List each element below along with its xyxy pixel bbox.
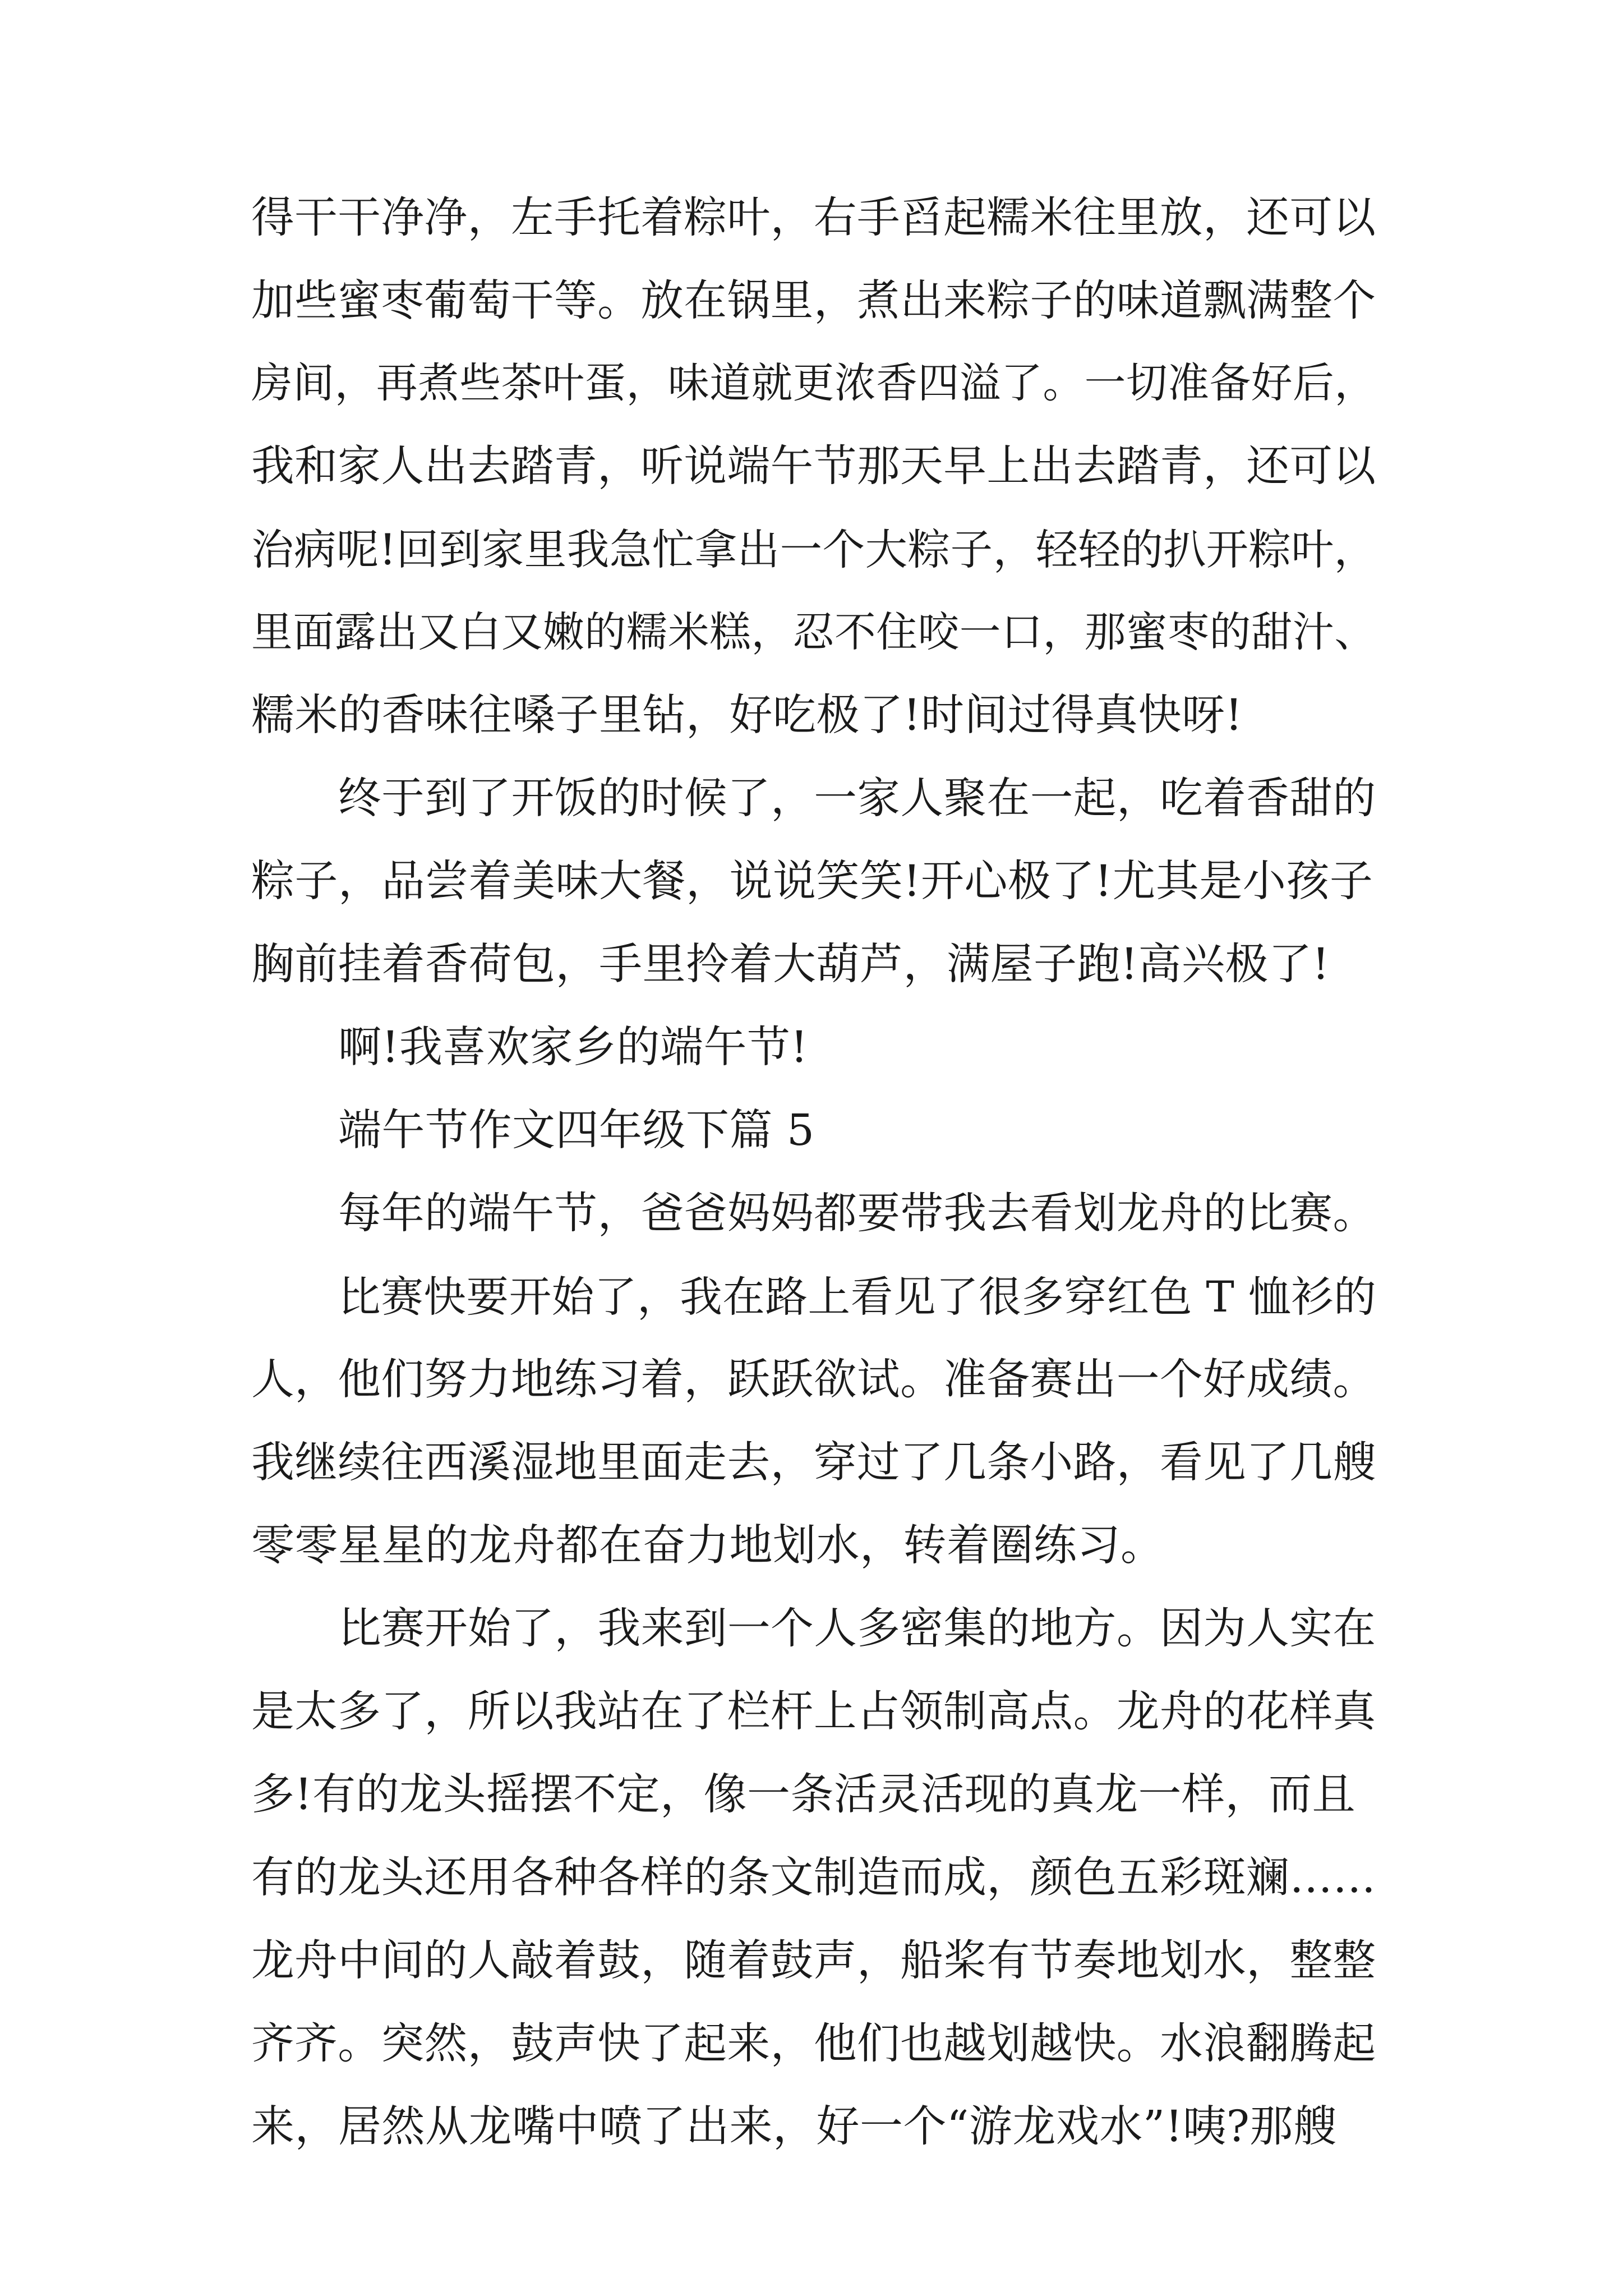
- text-line-20: 多!有的龙头摇摆不定，像一条活灵活现的真龙一样，而且: [251, 1770, 1355, 1820]
- text-line-8: 终于到了开饭的时候了，一家人聚在一起，吃着香甜的: [338, 774, 1376, 823]
- text-line-22: 龙舟中间的人敲着鼓，随着鼓声，船桨有节奏地划水，整整: [251, 1936, 1376, 1986]
- text-line-9: 粽子，品尝着美味大餐，说说笑笑!开心极了!尤其是小孩子: [251, 857, 1373, 907]
- text-line-7: 糯米的香味往嗓子里钻，好吃极了!时间过得真快呀!: [251, 691, 1243, 740]
- text-line-6: 里面露出又白又嫩的糯米糕，忍不住咬一口，那蜜枣的甜汁、: [251, 609, 1376, 656]
- text-line-14: 比赛快要开始了，我在路上看见了很多穿红色 T 恤衫的: [338, 1272, 1377, 1322]
- text-line-19: 是太多了，所以我站在了栏杆上占领制高点。龙舟的花样真: [251, 1687, 1376, 1737]
- text-line-3: 房间，再煮些茶叶蛋，味道就更浓香四溢了。一切准备好后，: [251, 360, 1376, 407]
- text-line-15: 人，他们努力地练习着，跃跃欲试。准备赛出一个好成绩。: [251, 1355, 1376, 1405]
- text-line-21: 有的龙头还用各种各样的条文制造而成，颜色五彩斑斓……: [251, 1853, 1376, 1903]
- section-heading: 端午节作文四年级下篇 5: [338, 1106, 815, 1156]
- text-line-2: 加些蜜枣葡萄干等。放在锅里，煮出来粽子的味道飘满整个: [251, 276, 1376, 326]
- text-line-23: 齐齐。突然，鼓声快了起来，他们也越划越快。水浪翻腾起: [251, 2019, 1376, 2069]
- text-line-1: 得干干净净，左手托着粽叶，右手舀起糯米往里放，还可以: [251, 193, 1376, 243]
- text-line-17: 零零星星的龙舟都在奋力地划水，转着圈练习。: [251, 1521, 1164, 1571]
- text-line-4: 我和家人出去踏青，听说端午节那天早上出去踏青，还可以: [251, 441, 1376, 491]
- text-line-5: 治病呢!回到家里我急忙拿出一个大粽子，轻轻的扒开粽叶，: [251, 525, 1377, 574]
- text-line-10: 胸前挂着香荷包，手里拎着大葫芦，满屋子跑!高兴极了!: [251, 940, 1330, 990]
- text-line-24: 来，居然从龙嘴中喷了出来，好一个“游龙戏水”!咦?那艘: [251, 2102, 1337, 2152]
- text-line-13: 每年的端午节，爸爸妈妈都要带我去看划龙舟的比赛。: [338, 1189, 1376, 1239]
- text-line-16: 我继续往西溪湿地里面走去，穿过了几条小路，看见了几艘: [251, 1438, 1376, 1488]
- text-line-11: 啊!我喜欢家乡的端午节!: [338, 1023, 808, 1073]
- text-line-18: 比赛开始了，我来到一个人多密集的地方。因为人实在: [338, 1604, 1376, 1654]
